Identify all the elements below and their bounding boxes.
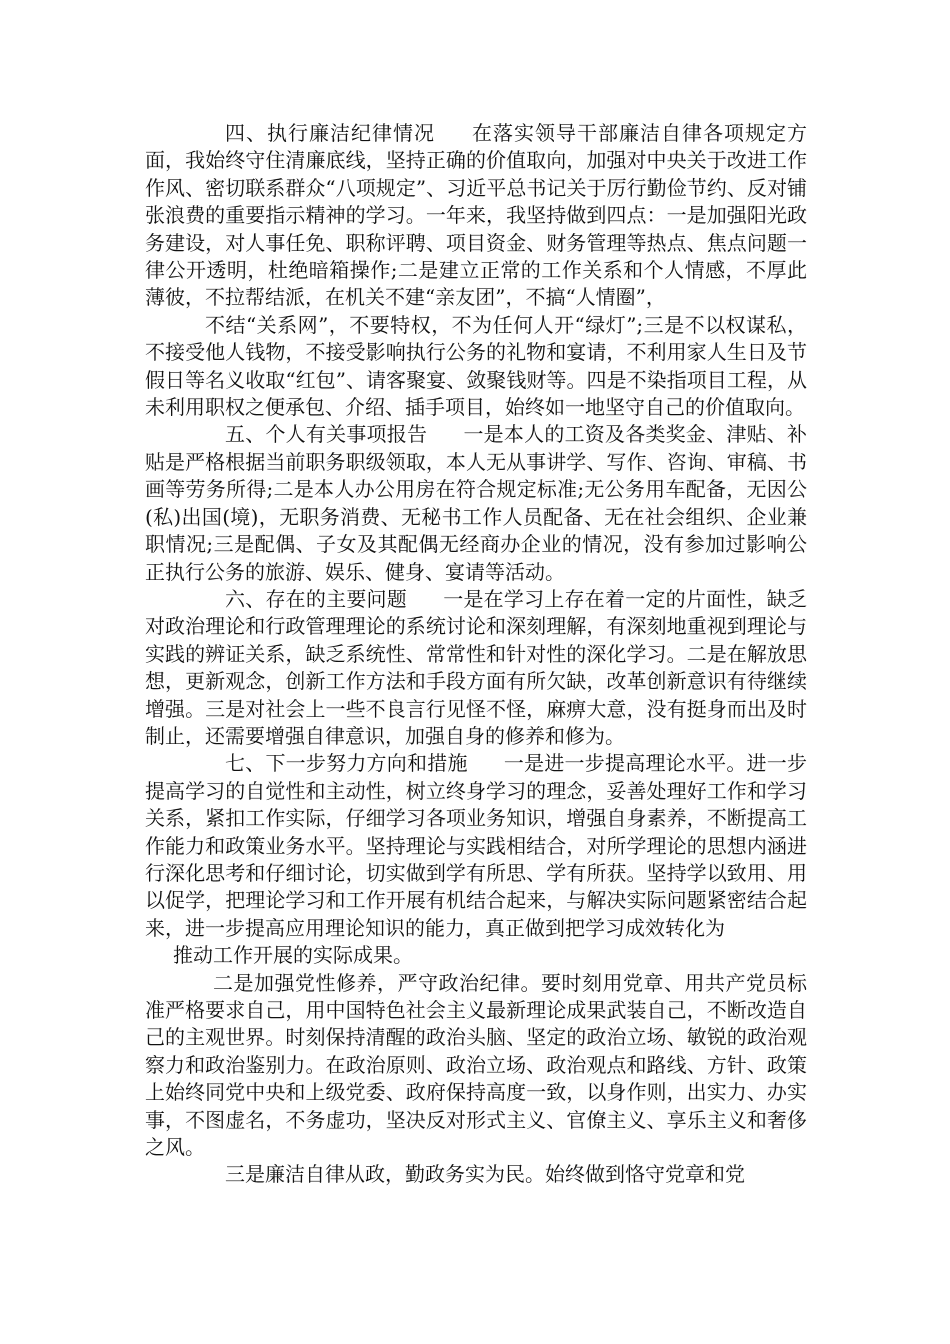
section-4-continuation: 不结“关系网”，不要特权，不为任何人开“绿灯”;三是不以权谋私，不接受他人钱物，不接受影响执行公务的礼物和宴请，不利用家人生日及节假日等名义收取“红包”、请客聚宴、敛聚钱财等。四是不染指项目工程，从未利用职权之便承包、介绍、插手项目，始终如一地坚守自己的价值取向。 [145,312,807,420]
section-5-paragraph [145,421,807,585]
section-7-body: 一是进一步提高理论水平。进一步提高学习的自觉性和主动性，树立终身学习的理念，妥善处理好工作和学习关系，紧扣工作实际，仔细学习各项业务知识，增强自身素养，不断提高工作能力和政策业务水平。坚持理论与实践相结合，对所学理论的思想内涵进行深化思考和仔细讨论，切实做到学有所思、学有所获。坚持学以致用、用以促学，把理论学习和工作开展有机结合起来，与解决实际问题紧密结合起来，进一步提高应用理论知识的能力，真正做到把学习成效转化为 [145,751,808,940]
paragraph-integrity: 三是廉洁自律从政，勤政务实为民。始终做到恪守党章和党 [225,1162,745,1187]
paragraph-party-discipline: 二是加强党性修养，严守政治纪律。要时刻用党章、用共产党员标准严格要求自己，用中国特色社会主义最新理论成果武装自己，不断改造自己的主观世界。时刻保持清醒的政治头脑、坚定的政治立场、敏锐的政治观察力和政治鉴别力。在政治原则、政治立场、政治观点和路线、方针、政策上始终同党中央和上级党委、政府保持高度一致，以身作则，出实力、办实事，不图虚名，不务虚功，坚决反对形式主义、官僚主义、享乐主义和奢侈之风。 [145,970,807,1160]
section-4-body: 在落实领导干部廉洁自律各项规定方面，我始终守住清廉底线，坚持正确的价值取向，加强对中央关于改进工作作风、密切联系群众“八项规定”、习近平总书记关于厉行勤俭节约、反对铺张浪费的重要指示精神的学习。一年来，我坚持做到四点：一是加强阳光政务建设，对人事任免、职称评聘、项目资金、财务管理等热点、焦点问题一律公开透明，杜绝暗箱操作;二是建立正常的工作关系和个人情感，不厚此薄彼，不拉帮结派，在机关不建“亲友团”，不搞“人情圈”， [145,121,807,310]
section-6-body: 一是在学习上存在着一定的片面性，缺乏对政治理论和行政管理理论的系统讨论和深刻理解，有深刻地重视到理论与实践的辨证关系，缺乏系统性、常常性和针对性的深化学习。二是在解放思想，更新观念，创新工作方法和手段方面有所欠缺，改革创新意识有待继续增强。三是对社会上一些不良言行见怪不怪，麻痹大意，没有挺身而出及时制止，还需要增强自律意识，加强自身的修养和修为。 [145,586,807,748]
section-6-paragraph [145,586,807,750]
section-4-paragraph [145,120,807,312]
section-7-heading: 七、下一步努力方向和措施 [225,751,468,776]
document-page [145,120,807,1189]
section-7-continuation: 推动工作开展的实际成果。 [173,943,413,968]
section-7-paragraph [145,750,807,942]
section-5-heading: 五、个人有关事项报告 [225,422,428,447]
section-5-body: 一是本人的工资及各类奖金、津贴、补贴是严格根据当前职务职级领取，本人无从事讲学、写作、咨询、审稿、书画等劳务所得;二是本人办公用房在符合规定标准;无公务用车配备，无因公(私)出国(境)，无职务消费、无秘书工作人员配备、无在社会组织、企业兼职情况;三是配偶、子女及其配偶无经商办企业的情况，没有参加过影响公正执行公务的旅游、娱乐、健身、宴请等活动。 [145,422,808,584]
section-6-heading: 六、存在的主要问题 [225,586,407,611]
section-4-heading: 四、执行廉洁纪律情况 [225,121,435,145]
